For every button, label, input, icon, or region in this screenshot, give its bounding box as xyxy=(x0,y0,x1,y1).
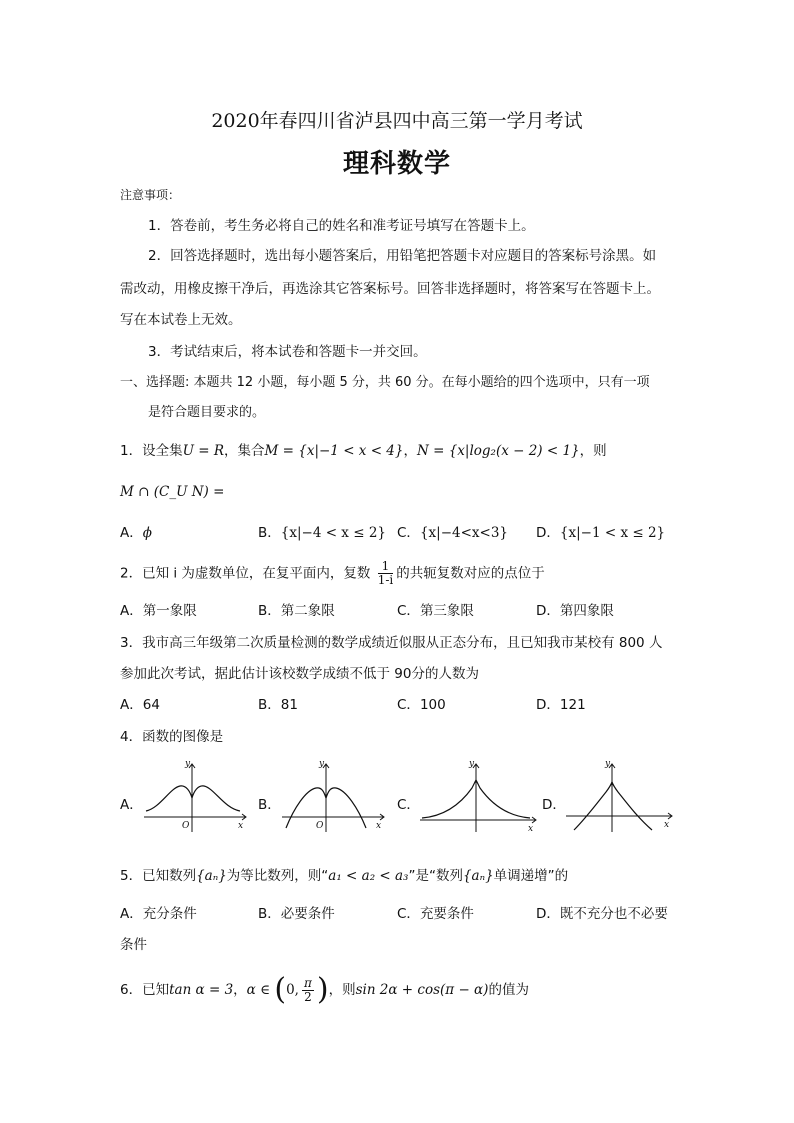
q2-prefix: 2．已知 i 为虚数单位，在复平面内，复数 xyxy=(120,565,371,582)
section-heading-line-1: 一、选择题: 本题共 12 小题，每小题 5 分，共 60 分。在每小题给的四个选项中，只有一项 xyxy=(120,375,650,390)
notice-item-2-line-3: 写在本试卷上无效。 xyxy=(120,312,242,328)
graph-curve xyxy=(574,782,652,830)
svg-text:O: O xyxy=(316,821,324,831)
notice-item-2-line-1: 2．回答选择题时，选出每小题答案后，用铅笔把答题卡对应题目的答案标号涂黑。如 xyxy=(148,248,657,264)
question-1-stem xyxy=(120,441,607,461)
q1-option-b: B．{x|−4 < x ≤ 2} xyxy=(258,525,386,541)
q1-option-a: A．ϕ xyxy=(120,525,152,541)
svg-text:y: y xyxy=(185,759,191,769)
question-3-line-2: 参加此次考试，据此估计该校数学成绩不低于 90分的人数为 xyxy=(120,666,479,682)
q2-option-b: B．第二象限 xyxy=(258,603,335,619)
notice-item-3: 3．考试结束后，将本试卷和答题卡一并交回。 xyxy=(148,344,427,360)
subject-title: 理科数学 xyxy=(342,149,451,179)
q3-option-d: D．121 xyxy=(536,697,586,713)
question-6-stem: 6．已知tan α = 3，α ∈ (0, $\frac{\pi}{2}$ )，则sin 2α + cos(π − α)的值为 xyxy=(120,972,529,1007)
notice-item-1: 1．答卷前，考生务必将自己的姓名和准考证号填写在答题卡上。 xyxy=(148,218,535,234)
q1-universe: U = R xyxy=(182,443,225,459)
q5-option-d: D．既不充分也不必要 xyxy=(536,906,668,922)
svg-text:y: y xyxy=(319,759,325,769)
q5-option-a: A．充分条件 xyxy=(120,906,197,922)
q2-option-c: C．第三象限 xyxy=(397,603,474,619)
svg-text:x: x xyxy=(664,820,670,830)
graph-curve xyxy=(146,786,240,811)
q2-suffix: 的共轭复数对应的点位于 xyxy=(396,565,545,582)
q1-set-n: N = {x|log₂(x − 2) < 1} xyxy=(416,443,580,459)
q6-fraction: $\frac{\pi}{2}$ xyxy=(303,975,312,1004)
q4-option-c-label: C． xyxy=(397,797,420,813)
q4-option-b-label: B． xyxy=(258,797,281,813)
question-1-expression: M ∩ (C_U N) = xyxy=(120,484,225,500)
q1-prefix: 1．设全集 xyxy=(120,443,183,459)
question-4-stem: 4．函数的图像是 xyxy=(120,729,224,745)
q1-option-c: C．{x|−4<x<3} xyxy=(397,525,509,541)
q4-graph-a xyxy=(140,758,250,834)
svg-text:y: y xyxy=(469,759,475,769)
q3-option-b: B．81 xyxy=(258,697,298,713)
q5-option-d-wrap: 条件 xyxy=(120,937,147,953)
notice-heading: 注意事项： xyxy=(120,188,181,202)
q2-option-d: D．第四象限 xyxy=(536,603,614,619)
q1-set-m: M = {x|−1 < x < 4} xyxy=(264,443,404,459)
q4-option-d-label: D． xyxy=(542,797,566,813)
section-heading-line-2: 是符合题目要求的。 xyxy=(148,405,266,420)
q1-option-d: D．{x|−1 < x ≤ 2} xyxy=(536,525,666,541)
q1-sep: ， xyxy=(403,443,417,459)
q1-suffix: ，则 xyxy=(579,443,607,459)
q5-option-b: B．必要条件 xyxy=(258,906,335,922)
q4-graph-d xyxy=(562,758,677,834)
notice-item-2-line-2: 需改动，用橡皮擦干净后，再选涂其它答案标号。回答非选择题时，将答案写在答题卡上。 xyxy=(120,281,660,297)
q4-graph-b xyxy=(278,758,388,834)
q5-option-c: C．充要条件 xyxy=(397,906,474,922)
q4-option-a-label: A． xyxy=(120,797,143,813)
svg-text:x: x xyxy=(376,821,382,831)
svg-text:y: y xyxy=(605,759,611,769)
svg-text:x: x xyxy=(238,821,244,831)
question-3-line-1: 3．我市高三年级第二次质量检测的数学成绩近似服从正态分布，且已知我市某校有 800 人 xyxy=(120,635,663,651)
q2-fraction: $\frac{1}{1-i}$ xyxy=(377,559,394,587)
svg-text:O: O xyxy=(182,821,190,831)
q3-option-a: A．64 xyxy=(120,697,160,713)
question-5-stem: 5．已知数列{aₙ}为等比数列，则“a₁ < a₂ < a₃”是“数列{aₙ}单调递增”的 xyxy=(120,868,569,884)
question-2-stem xyxy=(120,560,545,587)
exam-title: 2020年春四川省泸县四中高三第一学月考试 xyxy=(211,110,583,132)
q3-option-c: C．100 xyxy=(397,697,446,713)
q2-option-a: A．第一象限 xyxy=(120,603,197,619)
q4-graph-c xyxy=(416,758,541,834)
svg-text:x: x xyxy=(528,824,534,834)
q1-mid: ，集合 xyxy=(224,443,265,459)
